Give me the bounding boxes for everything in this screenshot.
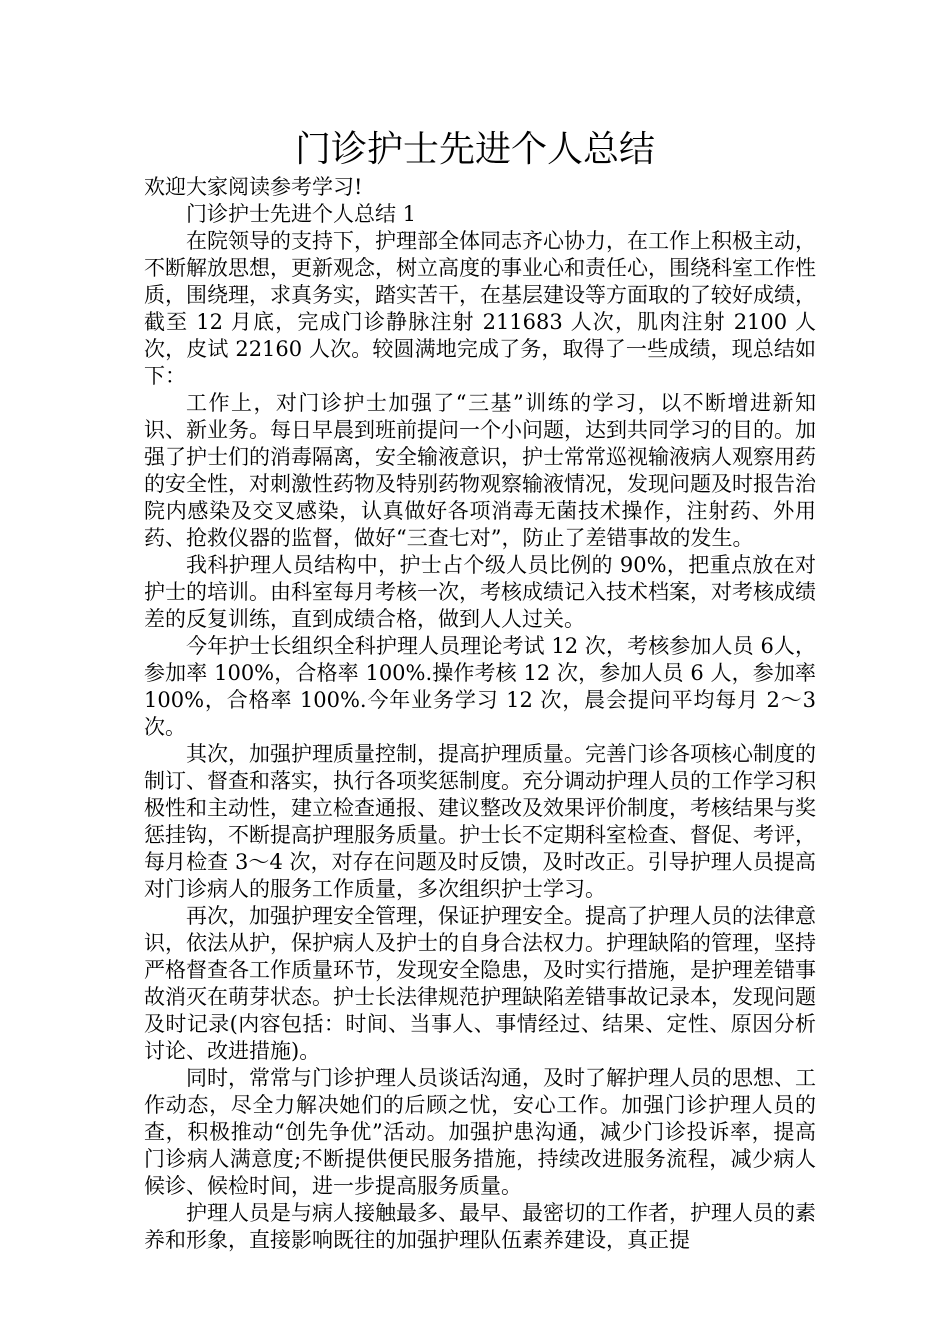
section-subtitle: 门诊护士先进个人总结 1 [186, 202, 417, 226]
paragraph: 护理人员是与病人接触最多、最早、最密切的工作者，护理人员的素养和形象，直接影响既往的加强护理队伍素养建设，真正提 [144, 1201, 816, 1252]
paragraph: 再次，加强护理安全管理，保证护理安全。提高了护理人员的法律意识，依法从护，保护病人及护士的自身合法权力。护理缺陷的管理，坚持严格督查各工作质量环节，发现安全隐患，及时实行措施，是护理差错事故消灭在萌芽状态。护士长法律规范护理缺陷差错事故记录本，发现问题及时记录(内容包括：时间、当事人、事情经过、结果、定性、原因分析讨论、改进措施)。 [144, 904, 816, 1063]
paragraph: 工作上，对门诊护士加强了“三基”训练的学习，以不断增进新知识、新业务。每日早晨到班前提问一个小问题，达到共同学习的目的。加强了护士们的消毒隔离，安全输液意识，护士常常巡视输液病人观察用药的安全性，对刺激性药物及特别药物观察输液情况，发现问题及时报告治院内感染及交叉感染，认真做好各项消毒无菌技术操作，注射药、外用药、抢救仪器的监督，做好“三查七对”，防止了差错事故的发生。 [144, 391, 816, 550]
paragraph: 其次，加强护理质量控制，提高护理质量。完善门诊各项核心制度的制订、督查和落实，执行各项奖惩制度。充分调动护理人员的工作学习积极性和主动性，建立检查通报、建议整改及效果评价制度，考核结果与奖惩挂钩，不断提高护理服务质量。护士长不定期科室检查、督促、考评，每月检查 3～4 次，对存在问题及时反馈，及时改正。引导护理人员提高对门诊病人的服务工作质量，多次组织护士学习。 [144, 742, 816, 901]
paragraph: 我科护理人员结构中，护士占个级人员比例的 90%，把重点放在对护士的培训。由科室每月考核一次，考核成绩记入技术档案，对考核成绩差的反复训练，直到成绩合格，做到人人过关。 [144, 553, 816, 631]
document-body [144, 174, 816, 1254]
document-title: 门诊护士先进个人总结 [294, 129, 655, 170]
intro-line: 欢迎大家阅读参考学习! [144, 175, 363, 199]
paragraph: 在院领导的支持下，护理部全体同志齐心协力，在工作上积极主动，不断解放思想，更新观念，树立高度的事业心和责任心，围绕科室工作性质，围绕理，求真务实，踏实苦干，在基层建设等方面取的了较好成绩，截至 12 月底，完成门诊静脉注射 211683 人次，肌肉注射 2100 人次，皮试 22160 人次。较圆满地完成了务，取得了一些成绩，现总结如下： [144, 229, 816, 388]
paragraph: 同时，常常与门诊护理人员谈话沟通，及时了解护理人员的思想、工作动态，尽全力解决她们的后顾之忧，安心工作。加强门诊护理人员的查，积极推动“创先争优”活动。加强护患沟通，减少门诊投诉率，提高门诊病人满意度;不断提供便民服务措施，持续改进服务流程，减少病人候诊、候检时间，进一步提高服务质量。 [144, 1066, 816, 1198]
paragraph: 今年护士长组织全科护理人员理论考试 12 次，考核参加人员 6人，参加率 100%，合格率 100%.操作考核 12 次，参加人员 6 人，参加率 100%，合格率 100%.今年业务学习 12 次，晨会提问平均每月 2～3 次。 [144, 634, 816, 739]
